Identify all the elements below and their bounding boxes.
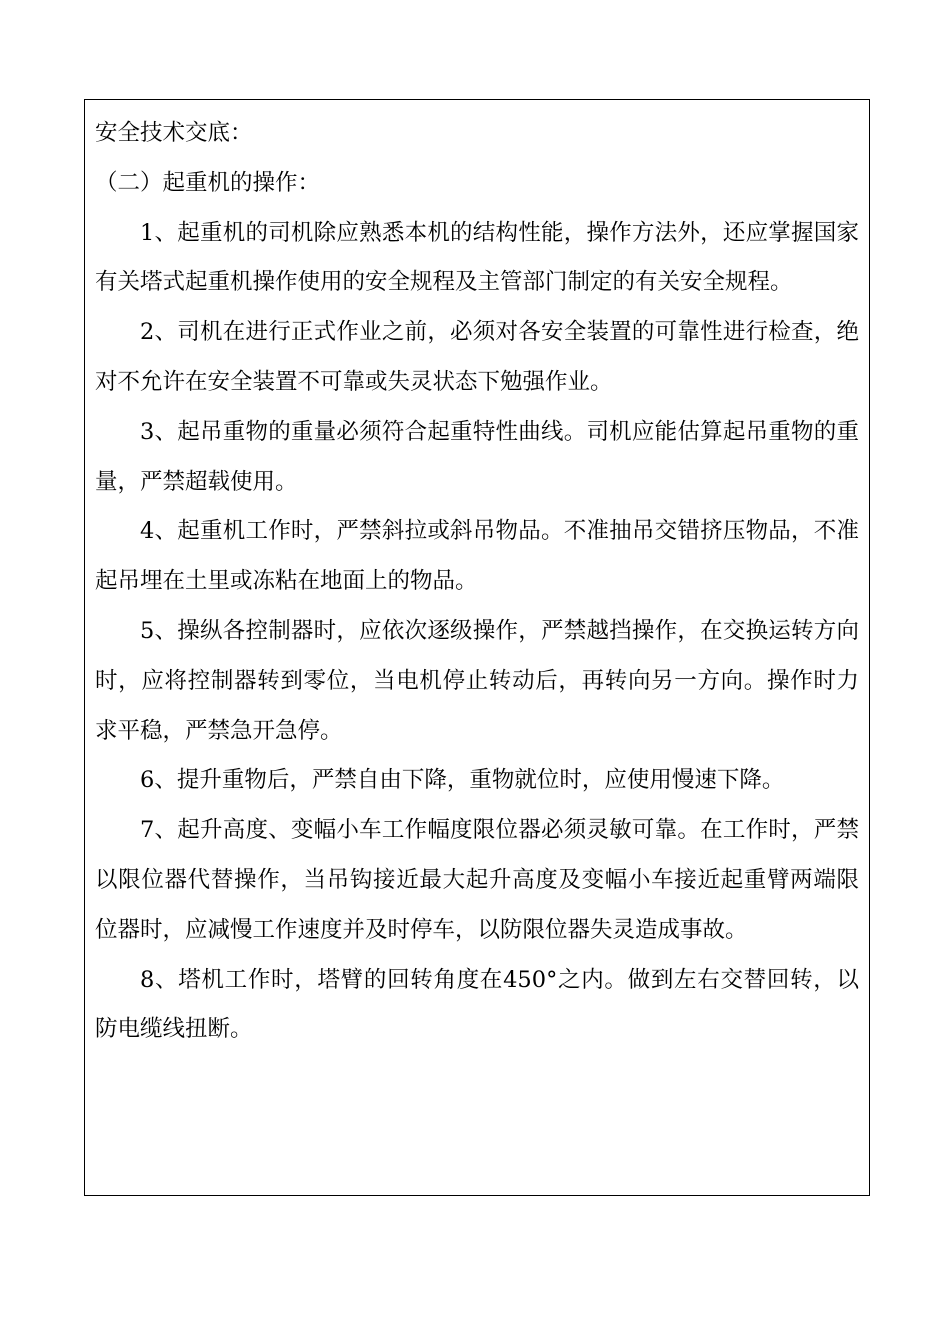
paragraph-8: 8、塔机工作时，塔臂的回转角度在450°之内。做到左右交替回转，以防电缆线扭断。 — [95, 966, 859, 1043]
section-title: （二）起重机的操作： — [95, 169, 321, 196]
paragraph-5: 5、操纵各控制器时，应依次逐级操作，严禁越挡操作，在交换运转方向时，应将控制器转到零位，当电机停止转动后，再转向另一方向。操作时力求平稳，严禁急开急停。 — [95, 617, 859, 744]
paragraph-7: 7、起升高度、变幅小车工作幅度限位器必须灵敏可靠。在工作时，严禁以限位器代替操作，当吊钩接近最大起升高度及变幅小车接近起重臂两端限位器时，应减慢工作速度并及时停车，以防限位器失灵造成事故。 — [95, 817, 859, 943]
paragraph-1: 1、起重机的司机除应熟悉本机的结构性能，操作方法外，还应掌握国家有关塔式起重机操作使用的安全规程及主管部门制定的有关安全规程。 — [95, 219, 859, 296]
paragraph-6: 6、提升重物后，严禁自由下降，重物就位时，应使用慢速下降。 — [140, 767, 785, 794]
paragraph-2: 2、司机在进行正式作业之前，必须对各安全装置的可靠性进行检查，绝对不允许在安全装置不可靠或失灵状态下勉强作业。 — [95, 319, 859, 395]
paragraph-3: 3、起吊重物的重量必须符合起重特性曲线。司机应能估算起吊重物的重量，严禁超载使用。 — [95, 418, 859, 495]
briefing-heading: 安全技术交底： — [95, 120, 253, 146]
paragraph-4: 4、起重机工作时，严禁斜拉或斜吊物品。不准抽吊交错挤压物品，不准起吊埋在土里或冻粘在地面上的物品。 — [95, 518, 859, 595]
safety-briefing-box — [84, 99, 870, 1196]
